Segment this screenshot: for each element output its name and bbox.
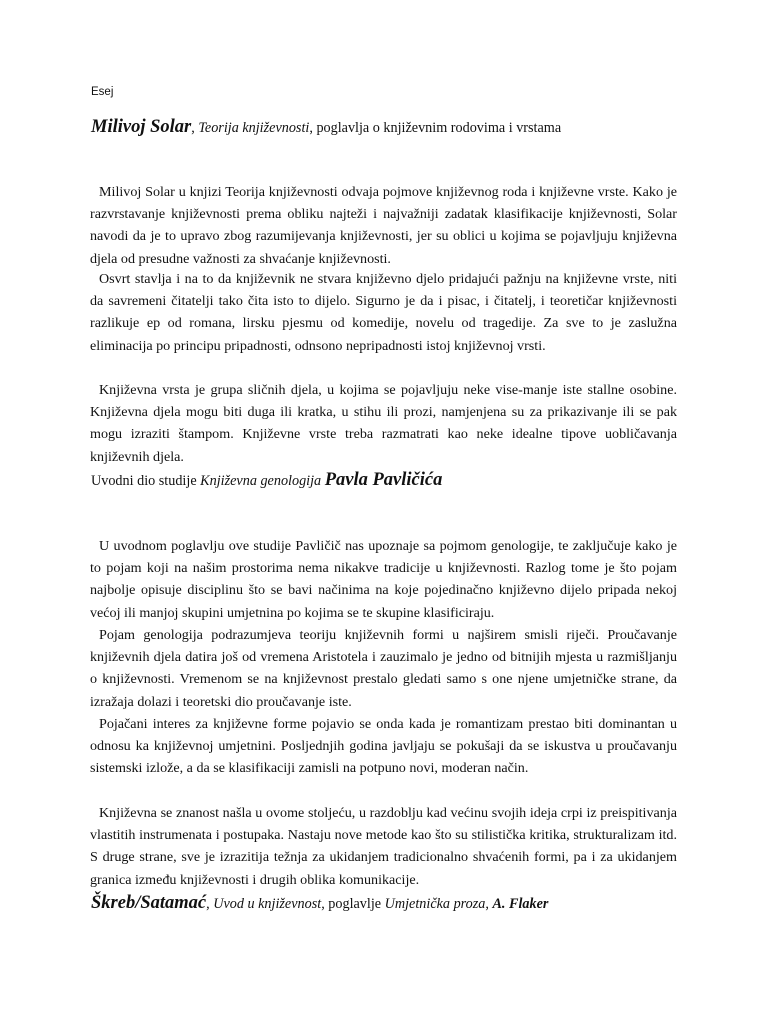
heading-chapter-author: A. Flaker	[492, 896, 549, 912]
section-heading-skreb	[91, 893, 548, 914]
heading-separator: ,	[485, 896, 493, 912]
section-heading-solar	[91, 117, 561, 138]
heading-separator: ,	[191, 120, 199, 136]
heading-author: Škreb/Satamać	[91, 893, 207, 913]
paragraph: Pojam genologija podrazumjeva teoriju književnih formi u najširem smisli riječi. Proučavanje književnih djela datira još od vremena Aristotela i zauzimalo je jedno od bitnijih mjesta u razmišljanju o književnosti. Vremenom se na književnost prestalo gledati samo s one njene umjetničke strane, da izražaja dolazi i teoretski dio proučavanje iste.	[90, 627, 677, 710]
heading-work-title: Uvod u književnost	[213, 896, 322, 912]
heading-chapter-title: Umjetnička proza	[384, 896, 486, 912]
paragraph: U uvodnom poglavlju ove studije Pavličič nas upoznaje sa pojmom genologije, te zaključuje kako je to pojam koji na našim prostorima nema nikakve tradicije u književnosti. Razlog tome je što pojam najbolje opisuje disciplinu što se bavi načinima na koje pojedinačno književno dijelo pripada nekoj većoj ili manjoj skupini umjetnina po kojima se te skupine klasificiraju.	[90, 538, 677, 621]
section-heading-pavlicic	[91, 470, 442, 491]
heading-work-title: Književna genologija	[200, 473, 322, 489]
paragraph: Osvrt stavlja i na to da književnik ne stvara književno djelo pridajući pažnju na književne vrste, niti da savremeni čitatelji tako čita isto to dijelo. Sigurno je da i pisac, i čitatelj, i teoretičar književnosti razlikuje ep od romana, lirsku pjesmu od komedije, novelu od tragedije. Za sve to je zaslužna eliminacija po principu pripadnosti, odnsono nepripadnosti istoj književnoj vrsti.	[90, 271, 677, 354]
heading-middle: , poglavlje	[321, 896, 385, 912]
heading-separator: ,	[206, 896, 214, 912]
heading-work-title: Teorija književnosti	[198, 120, 310, 136]
paragraph: Književna se znanost našla u ovome stoljeću, u razdoblju kad većinu svojih ideja crpi iz preispitivanja vlastitih instrumenata i postupaka. Nastaju nove metode kao što su stilistička kritika, strukturalizam itd. S druge strane, sve je izrazitija težnja za ukidanjem tradicionalno shvaćenih formi, pa i za ukidanjem granica između književnosti i drugih oblika komunikacije.	[90, 805, 677, 888]
heading-subtitle: , poglavlja o književnim rodovima i vrstama	[309, 120, 562, 136]
document-label: Esej	[91, 86, 114, 98]
heading-author: Pavla Pavličića	[324, 470, 443, 490]
heading-prefix: Uvodni dio studije	[91, 473, 201, 489]
paragraph: Pojačani interes za književne forme pojavio se onda kada je romantizam prestao biti dominantan u odnosu ka književnoj umjetnini. Posljednjih godina javljaju se pokušaji da se iskustva u proučavanju sistemski izlože, a da se klasifikaciji zamisli na potpuno novi, moderan način.	[90, 716, 677, 777]
paragraph: Milivoj Solar u knjizi Teorija književnosti odvaja pojmove književnog roda i književne vrste. Kako je razvrstavanje književnosti prema obliku najteži i najvažniji zadatak klasifikacije književnosti, Solar navodi da je to upravo zbog razumijevanja književnosti, jer su oblici u kojima se pojavljuju književna djela od presudne važnosti za shvaćanje književnosti.	[90, 184, 677, 267]
paragraph: Književna vrsta je grupa sličnih djela, u kojima se pojavljuju neke vise-manje iste stallne osobine. Književna djela mogu biti duga ili kratka, u stihu ili prozi, namjenjena su za prikazivanje ili se pak mogu izraziti štampom. Književne vrste treba razmatrati kao neke idealne tipove uobličavanja književnih djela.	[90, 382, 677, 465]
heading-author: Milivoj Solar	[91, 117, 192, 137]
